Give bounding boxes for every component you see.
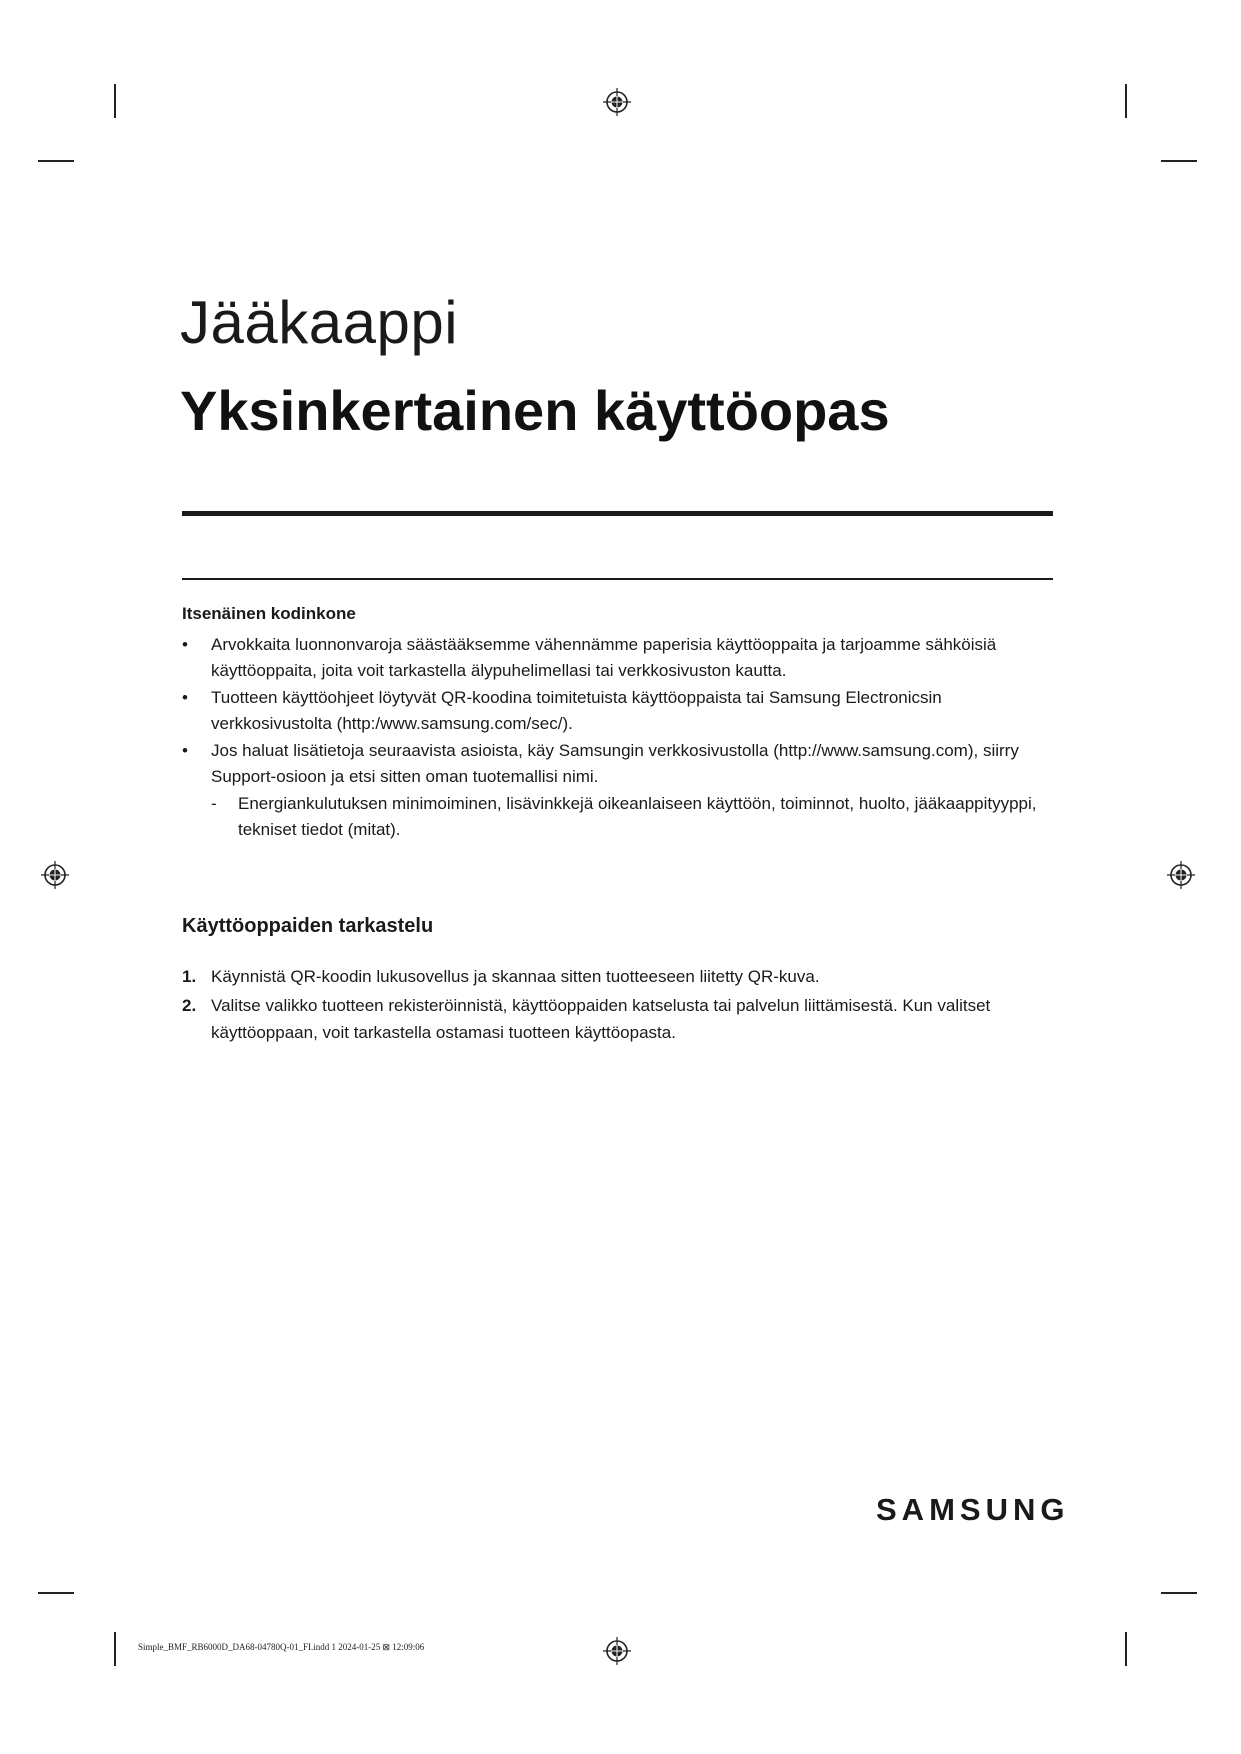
- sub-bullet-list: [211, 791, 1062, 843]
- print-slug: Simple_BMF_RB6000D_DA68-04780Q-01_FI.indd 1 2024-01-25 ⊠ 12:09:06: [138, 1642, 425, 1652]
- intro-bullet-list: [182, 632, 1062, 844]
- step-number: 2.: [182, 996, 197, 1015]
- document-title: Jääkaappi: [180, 289, 459, 356]
- crop-mark-right-top: [1161, 160, 1197, 162]
- registration-mark-right-icon: [1166, 860, 1196, 890]
- section-label: Itsenäinen kodinkone: [182, 604, 356, 623]
- crop-mark-left-top: [38, 160, 74, 162]
- crop-mark-bottom-left: [114, 1632, 116, 1666]
- crop-mark-bottom-right: [1125, 1632, 1127, 1666]
- section-heading: Käyttöoppaiden tarkastelu: [182, 915, 434, 937]
- crop-mark-left-bottom: [38, 1592, 74, 1594]
- step-text: Käynnistä QR-koodin lukusovellus ja skannaa sitten tuotteeseen liitetty QR-kuva.: [211, 967, 820, 986]
- step-text: Valitse valikko tuotteen rekisteröinnistä, käyttöoppaiden katselusta tai palvelun liittämisestä. Kun valitset käyttöoppaan, voit tarkastella ostamasi tuotteen käyttöopasta.: [211, 996, 991, 1042]
- bullet-item: [182, 738, 1062, 843]
- sub-bullet-text: Energiankulutuksen minimoiminen, lisävinkkejä oikeanlaiseen käyttöön, toiminnot, huolto, jääkaappityyppi, tekniset tiedot (mitat).: [238, 794, 1037, 839]
- crop-mark-top-left: [114, 84, 116, 118]
- step-item: [182, 992, 1042, 1046]
- sub-bullet-item: [211, 791, 1062, 843]
- steps-list: [182, 963, 1042, 1048]
- sub-bullet-symbol: -: [211, 794, 217, 813]
- bullet-text: Tuotteen käyttöohjeet löytyvät QR-koodina toimitetuista käyttöoppaista tai Samsung Electronicsin verkkosivustolta (http:/www.samsung.com/sec/).: [211, 688, 942, 733]
- bullet-text: Jos haluat lisätietoja seuraavista asioista, käy Samsungin verkkosivustolla (http://www.samsung.com), siirry Support-osioon ja etsi sitten oman tuotemallisi nimi.: [211, 741, 1019, 786]
- step-number: 1.: [182, 967, 197, 986]
- bullet-item: [182, 685, 1062, 737]
- title-divider-thick: [182, 511, 1053, 516]
- crop-mark-top-right: [1125, 84, 1127, 118]
- bullet-symbol: •: [182, 635, 188, 654]
- document-subtitle: Yksinkertainen käyttöopas: [180, 379, 890, 442]
- samsung-logo: SAMSUNG: [876, 1492, 1070, 1527]
- step-item: [182, 963, 1042, 990]
- title-divider-thin: [182, 578, 1053, 580]
- registration-mark-left-icon: [40, 860, 70, 890]
- bullet-item: [182, 632, 1062, 684]
- registration-mark-bottom-icon: [602, 1636, 632, 1666]
- bullet-symbol: •: [182, 741, 188, 760]
- crop-mark-right-bottom: [1161, 1592, 1197, 1594]
- bullet-text: Arvokkaita luonnonvaroja säästääksemme vähennämme paperisia käyttöoppaita ja tarjoamme sähköisiä käyttöoppaita, joita voit tarkastella älypuhelimellasi tai verkkosivuston kautta.: [211, 635, 997, 680]
- bullet-symbol: •: [182, 688, 188, 707]
- registration-mark-top-icon: [602, 87, 632, 117]
